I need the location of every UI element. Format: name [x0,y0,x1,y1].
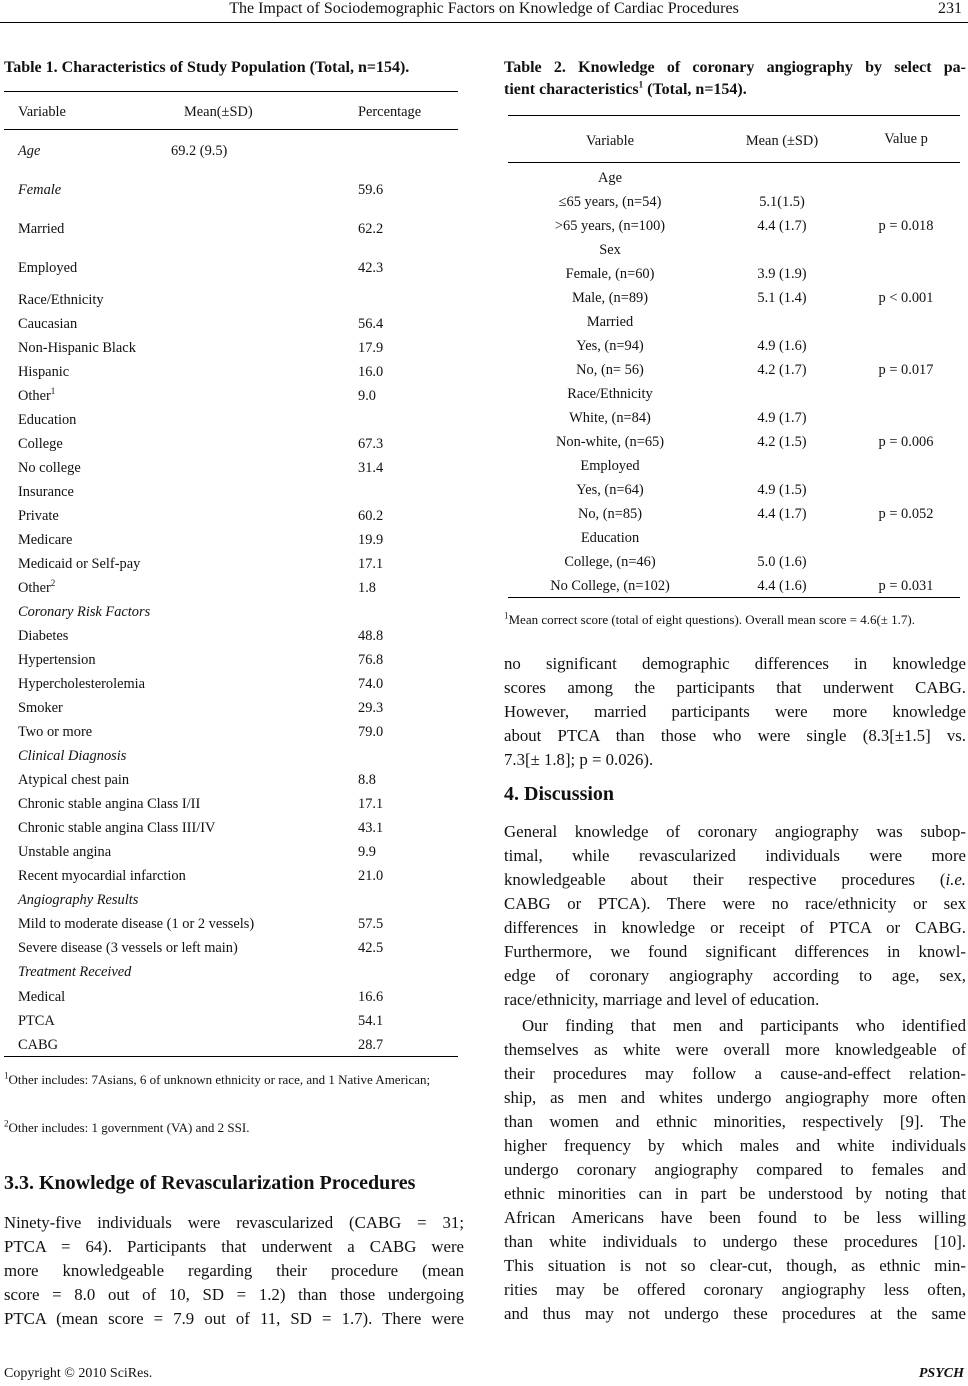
footnote-marker: 1 [50,386,56,397]
text-line: rities may be offered coronary angiography less often, [504,1280,966,1299]
text-line: race/ethnicity, marriage and level of education. [504,990,820,1009]
text-line: However, married participants were more knowledge [504,702,966,721]
page-number: 231 [938,0,962,17]
table2-bottom-rule [508,597,960,598]
table1-top-rule [4,91,458,92]
table1-row-label: Unstable angina [18,844,112,860]
table1-row-percentage: 17.9 [358,340,384,356]
text-line: timal, while revascularized individuals were more [504,846,966,865]
table1-row-label: Education [18,412,77,428]
text-line: Ninety-five individuals were revascularized (CABG = 31; [4,1213,464,1232]
copyright: Copyright © 2010 SciRes. [4,1366,153,1381]
table1-row-percentage: 19.9 [358,532,384,548]
table1-row-percentage: 29.3 [358,700,384,716]
table1-row-label: Race/Ethnicity [18,292,104,308]
table1-footnote-2: $^2$Other includes: 1 government (VA) and 2 SSI. [4,1118,250,1135]
table1-row-percentage: 8.8 [358,772,376,788]
section-3-3-continued-paragraph [504,652,966,772]
text-line: Furthermore, we found significant differences in knowl- [504,942,966,961]
text-line: undergo coronary angiography compared to females and [504,1160,966,1179]
table1-row-percentage: 76.8 [358,652,384,668]
table2-row-mean: 4.9 (1.5) [757,482,807,498]
table2-row-label: ≤65 years, (n=54) [558,194,662,210]
text-line: African Americans have been found to be less willing [504,1208,966,1227]
table1-row-percentage: 54.1 [358,1013,384,1029]
table2-row-p-value: p = 0.031 [878,578,934,594]
table1-header-mean: Mean(±SD) [184,104,253,120]
table1-footnote-1: $^1$Other includes: 7Asians, 6 of unknown ethnicity or race, and 1 Native American; [4,1070,431,1087]
table1-header-variable: Variable [18,104,66,120]
table1-row-label: Hispanic [18,364,70,380]
table1-row-percentage: 9.9 [358,844,376,860]
table1-caption: Table 1. Characteristics of Study Population (Total, n=154). [4,59,410,76]
text-line: edge of coronary angiography according to age, sex, [504,966,966,985]
table2-top-rule [508,115,960,116]
table2-row-p-value: p = 0.017 [878,362,934,378]
table1-row-label: Hypertension [18,652,96,668]
table1-row-label: Smoker [18,700,63,716]
text-line: CABG or PTCA). There were no race/ethnicity or sex [504,894,966,913]
table2-row-label: Employed [580,458,640,474]
text-line: higher frequency by which males and white individuals [504,1136,966,1155]
table1-row-percentage: 21.0 [358,868,384,884]
table2-row-label: Sex [599,242,621,258]
table1-row-label: Severe disease (3 vessels or left main) [18,940,238,956]
table1-row-label: Medical [18,989,66,1005]
text-line: ethnic minorities can in part be understood by noting that [504,1184,966,1203]
table1-row-percentage: 79.0 [358,724,384,740]
table2-header-p: Value p [884,131,928,147]
table2-row-mean: 3.9 (1.9) [757,266,807,282]
table1-row-label: Employed [18,260,78,276]
table2-row-label: Female, (n=60) [565,266,655,282]
table1-row-label: Diabetes [18,628,69,644]
table1-bottom-rule [4,1056,458,1057]
table1-row-label: Medicaid or Self-pay [18,556,141,572]
table1-row-percentage: 42.3 [358,260,384,276]
table1-row-label: PTCA [18,1013,55,1029]
discussion-heading: 4. Discussion [504,783,615,805]
table1-row-percentage: 48.8 [358,628,384,644]
table1-row-percentage: 9.0 [358,388,376,404]
table2-row-mean: 5.1(1.5) [759,194,805,210]
text-line: PTCA = 64). Participants that underwent a CABG were [4,1237,464,1256]
discussion-paragraph-1 [504,820,966,1012]
table1-row-percentage: 74.0 [358,676,384,692]
table1-row-label: College [18,436,63,452]
table1-row-label: Insurance [18,484,74,500]
table2-row-label: Married [586,314,634,330]
table1-row-label: Coronary Risk Factors [18,604,151,620]
table2-row-p-value: p = 0.006 [878,434,934,450]
table1-row-label: Married [18,221,65,237]
table1-row-percentage: 17.1 [358,556,384,572]
table1-row-label: Other$^2$ [18,578,56,596]
table2-row-label: No, (n= 56) [576,362,644,378]
table1-row-percentage: 42.5 [358,940,384,956]
table1-row-label: Age [18,143,41,159]
table2-row-mean: 5.1 (1.4) [757,290,807,306]
table1-row-label: Recent myocardial infarction [18,868,186,884]
table2-row-label: Education [580,530,640,546]
table2-header-rule [508,162,960,163]
table2-row-label: Male, (n=89) [571,290,649,306]
text-line: about PTCA than those who were single (8.3[±1.5] vs. [504,726,966,745]
table2-row-label: No College, (n=102) [550,578,670,594]
text-line: ship, as men and whites undergo angiography more often [504,1088,966,1107]
text-line: knowledgeable about their respective procedures (i.e. [504,870,966,889]
table2-row-p-value: p = 0.052 [878,506,934,522]
table2-row-mean: 4.9 (1.6) [757,338,807,354]
table1-row-percentage: 28.7 [358,1037,384,1053]
table1-row-label: Chronic stable angina Class III/IV [18,820,216,836]
discussion-paragraph-2 [504,1014,966,1326]
table2-row-mean: 4.4 (1.7) [757,506,807,522]
table2-row-mean: 5.0 (1.6) [757,554,807,570]
table1-row-label: Chronic stable angina Class I/II [18,796,201,812]
text-line: PTCA (mean score = 7.9 out of 11, SD = 1.7). There were [4,1309,464,1328]
table2-row-label: White, (n=84) [569,410,651,426]
table1-row-label: No college [18,460,81,476]
table1-row-label: Other$^1$ [18,386,56,404]
table2-footnote: $^1$Mean correct score (total of eight questions). Overall mean score = 4.6(± 1.7). [504,610,915,627]
table2-row-mean: 4.4 (1.7) [757,218,807,234]
table2-row-mean: 4.2 (1.5) [757,434,807,450]
table1-row-percentage: 60.2 [358,508,384,524]
table1-row-label: Non-Hispanic Black [18,340,136,356]
table1-row-mean: 69.2 (9.5) [171,143,228,159]
table1-row-percentage: 67.3 [358,436,384,452]
text-line: and thus may not undergo these procedures at the same [504,1304,966,1323]
table2-row-label: College, (n=46) [564,554,656,570]
table1-row-percentage: 43.1 [358,820,384,836]
text-line: differences in knowledge or receipt of PTCA or CABG. [504,918,966,937]
text-line: General knowledge of coronary angiography was subop- [504,822,966,841]
table2-header-mean: Mean (±SD) [745,133,819,149]
text-line: scores among the participants that underwent CABG. [504,678,966,697]
table1-row-percentage: 16.6 [358,989,384,1005]
table2-row-label: Race/Ethnicity [567,386,653,402]
table1-row-percentage: 31.4 [358,460,384,476]
table2-header-variable: Variable [586,133,634,149]
table2-row-p-value: p = 0.018 [878,218,934,234]
table1-row-percentage: 17.1 [358,796,384,812]
table1-row-percentage: 1.8 [358,580,376,596]
table1-row-label: Hypercholesterolemia [18,676,146,692]
table1-row-label: Caucasian [18,316,78,332]
section-3-3-paragraph [4,1211,464,1331]
table1-row-percentage: 56.4 [358,316,384,332]
table2-row-label: Yes, (n=94) [576,338,644,354]
table1-row-label: Mild to moderate disease (1 or 2 vessels) [18,916,255,932]
text-line: than women and ethnic minorities, respectively [9]. The [504,1112,966,1131]
footnote-marker: 2 [50,578,56,589]
table1-header-rule [4,129,458,130]
table1-row-label: Medicare [18,532,73,548]
table1-row-label: Angiography Results [18,892,139,908]
table1-row-percentage: 16.0 [358,364,384,380]
table1-row-label: Private [18,508,59,524]
table1-row-label: Treatment Received [18,964,132,980]
table1-header-percentage: Percentage [358,104,422,120]
table1-row-label: Female [18,182,62,198]
table1-row-label: Two or more [18,724,93,740]
table2-caption: Table 2. Knowledge of coronary angiography by select pa- tient characteristics$^1$ (Total, n=154). [504,59,966,98]
table2-row-mean: 4.4 (1.6) [757,578,807,594]
text-line: Our finding that men and participants who identified [522,1016,966,1035]
text-line: more knowledgeable regarding their procedure (mean [4,1261,464,1280]
table1-row-percentage: 57.5 [358,916,384,932]
text-line: This situation is not so clear-cut, though, as ethnic min- [504,1256,966,1275]
text-line: than white individuals to undergo these procedures [10]. [504,1232,966,1251]
table2-row-label: Non-white, (n=65) [555,434,665,450]
text-line: score = 8.0 out of 10, SD = 1.2) than those undergoing [4,1285,464,1304]
table1-row-percentage: 62.2 [358,221,384,237]
table2-row-mean: 4.2 (1.7) [757,362,807,378]
journal-name: PSYCH [918,1366,964,1381]
table1-row-percentage: 59.6 [358,182,384,198]
text-line: themselves as white were overall more knowledgeable of [504,1040,966,1059]
text-line: their procedures may follow a cause-and-effect relation- [504,1064,966,1083]
table1-row-label: Atypical chest pain [18,772,130,788]
table2-row-label: >65 years, (n=100) [554,218,666,234]
text-line: no significant demographic differences in knowledge [504,654,966,673]
table2-row-label: Yes, (n=64) [576,482,644,498]
table2-row-p-value: p < 0.001 [878,290,934,306]
running-header [0,0,968,23]
table1-row-label: CABG [18,1037,58,1053]
table1-row-label: Clinical Diagnosis [18,748,127,764]
table2-row-label: Age [598,170,622,186]
running-title: The Impact of Sociodemographic Factors on Knowledge of Cardiac Procedures [229,0,739,17]
text-line: 7.3[± 1.8]; p = 0.026). [504,750,654,769]
section-3-3-heading: 3.3. Knowledge of Revascularization Procedures [4,1172,416,1194]
table2-row-label: No, (n=85) [577,506,643,522]
table2-row-mean: 4.9 (1.7) [757,410,807,426]
